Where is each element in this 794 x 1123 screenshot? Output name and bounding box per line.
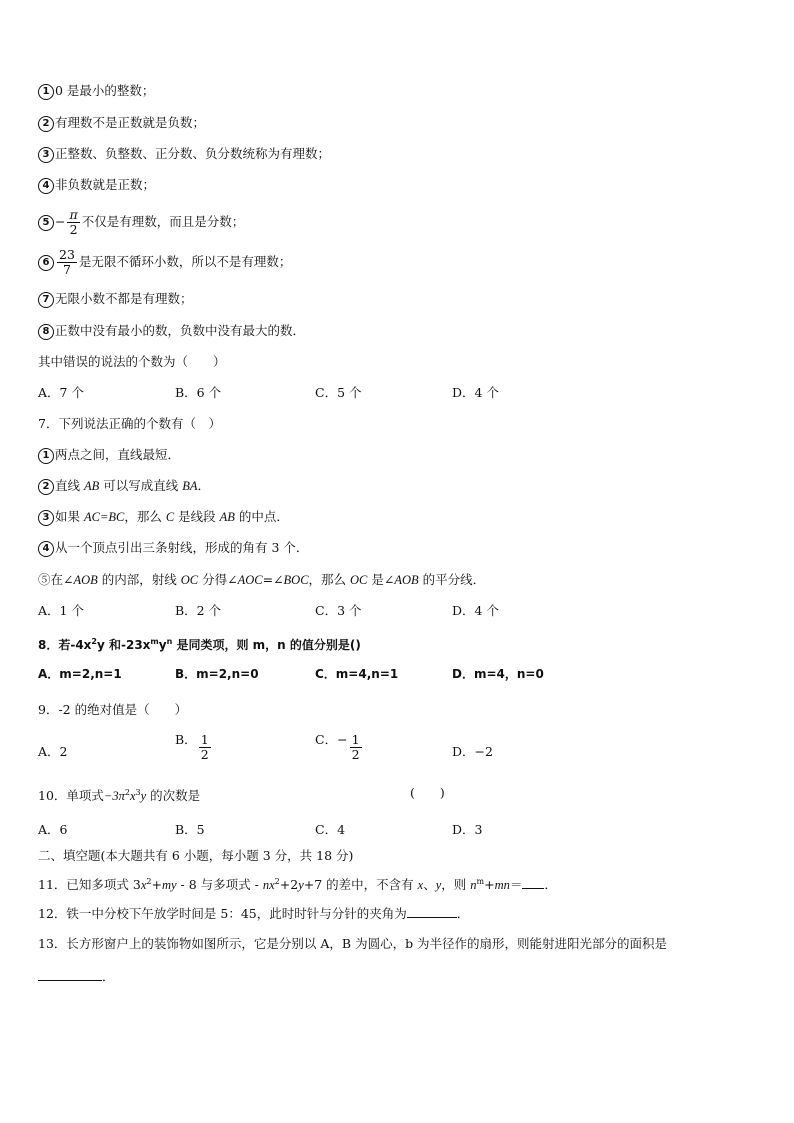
q10-options [38,822,758,842]
minus-sign: − [55,214,66,229]
q6-statement-6 [38,245,291,279]
answer-blank[interactable] [522,876,544,889]
text-fragment: ，那么 [308,572,351,587]
q7-statement-3 [38,509,289,526]
math-var: y [298,878,304,893]
option-c[interactable]: C．4 [315,822,346,837]
statement-text: 正整数、负整数、正分数、负分数统称为有理数； [55,146,331,161]
text-fragment: 的内部，射线 [97,572,181,587]
option-d[interactable]: D．m=4，n=0 [452,667,544,681]
math-var: OC [350,573,368,587]
text-fragment: +2 [279,877,299,893]
math-var: nx [262,878,275,893]
exponent: 2 [124,788,130,797]
exponent: n [166,637,173,646]
q6-statement-4 [38,177,155,194]
math-expr: y [140,789,147,804]
circled-number: 1 [38,448,54,464]
statement-text: 正数中没有最小的数，负数中没有最大的数． [55,323,306,338]
q7-statement-1 [38,447,180,464]
option-b[interactable]: B．5 [175,822,205,837]
option-d[interactable]: D．4 个 [452,603,499,618]
circled-number: 5 [38,215,54,231]
text-fragment: y 和-23x [97,638,151,652]
circled-number: 8 [38,324,54,340]
option-b[interactable] [175,733,213,762]
q6-question: 其中错误的说法的个数为（ ） [38,354,226,369]
text-fragment: 分得∠ [198,572,238,587]
text-fragment: 的中点． [234,509,289,524]
fraction-numerator: 1 [351,732,360,747]
text-fragment: 直线 [55,478,84,493]
text-fragment: +7 的差中，不含有 [303,877,418,893]
text-fragment: 的次数是 [146,788,201,804]
circled-number: 4 [38,541,54,557]
option-a[interactable]: A．2 [38,744,68,759]
fraction [57,248,77,277]
answer-blank[interactable] [407,905,457,918]
math-expr: x [129,789,136,804]
statement-text: 不仅是有理数，而且是分数； [81,214,245,229]
q6-statement-7 [38,291,193,308]
q7-statement-4 [38,540,308,557]
option-label: C． [315,732,338,747]
option-a[interactable]: A．7 个 [38,385,84,400]
text-fragment: 8．若-4x [38,638,92,652]
math-var: my [161,878,177,893]
statement-text: 有理数不是正数就是负数； [55,115,206,130]
option-c[interactable]: C．m=4,n=1 [315,667,399,681]
math-var: AOC [237,573,263,587]
q7-statement-5 [38,572,485,588]
fraction-numerator: 23 [59,247,75,262]
q6-statement-1 [38,83,154,100]
math-var: C [165,510,175,524]
statement-text: 从一个顶点引出三条射线，形成的角有 3 个． [55,540,309,555]
q8-stem [38,634,361,653]
circled-number: 3 [38,147,54,163]
text-fragment: ． [544,877,557,893]
math-var: AB [219,510,235,524]
text-fragment: =∠ [262,572,284,587]
fraction-numerator: π [69,207,78,222]
minus-sign: − [337,732,348,747]
text-fragment: 是∠ [367,572,395,587]
q6-statement-2 [38,115,205,132]
option-a[interactable]: A．m=2,n=1 [38,667,122,681]
q13-stem: 13．长方形窗户上的装饰物如图所示，它是分别以 A，B 为圆心，b 为半径作的扇形，则能射进阳光部分的面积是 [38,936,668,951]
q10-answer-paren: ( ) [410,785,445,800]
math-var: y [435,878,442,893]
text-fragment: ＝ [509,877,523,893]
fraction-denominator: 2 [200,747,209,762]
text-fragment: + [484,877,495,893]
math-var: BOC [283,573,309,587]
text-fragment: - 8 与多项式 - [176,877,263,893]
text-fragment: 、 [423,877,436,893]
option-c[interactable] [315,733,364,762]
math-var: mn [494,878,510,893]
text-fragment: + [151,877,162,893]
statement-text: 两点之间，直线最短． [55,447,181,462]
math-var: AOB [73,573,98,587]
option-label: B． [175,732,197,747]
circled-number: 4 [38,178,54,194]
q10-stem [38,785,200,804]
q9-stem: 9．-2 的绝对值是（ ） [38,702,188,717]
section-heading: 二、填空题(本大题共有 6 小题，每小题 3 分，共 18 分) [38,848,354,863]
circled-number: 2 [38,116,54,132]
text-fragment: 是同类项，则 m，n 的值分别是() [172,638,361,652]
math-var: x [140,878,147,893]
option-d[interactable]: D．3 [452,822,483,837]
text-fragment: 12．铁一中分校下午放学时间是 5：45，此时时针与分针的夹角为 [38,906,407,921]
fraction-denominator: 2 [351,747,360,762]
q6-statement-5 [38,205,244,239]
q6-statement-3 [38,146,330,163]
fraction [199,733,211,762]
math-var: OC [180,573,199,587]
text-fragment: 是线段 [174,509,220,524]
text-fragment: ，则 [441,877,471,893]
q13-answer-line [38,968,115,985]
statement-text: 0 是最小的整数； [55,83,155,98]
circled-number: ⑤ [38,572,51,587]
option-d[interactable]: D．−2 [452,744,493,759]
option-c[interactable]: C．3 个 [315,603,362,618]
option-b[interactable]: B．6 个 [175,385,222,400]
exponent: 2 [274,877,280,886]
exponent: 3 [135,788,141,797]
q6-statement-8 [38,323,305,340]
option-c[interactable]: C．5 个 [315,385,362,400]
text-fragment: 在∠ [50,572,74,587]
text-fragment: 如果 [55,509,84,524]
exponent: 2 [91,637,97,646]
q7-options [38,603,758,623]
math-var: BA [182,479,198,493]
fraction [67,208,79,237]
q9-options [38,733,758,773]
math-var: x [417,878,424,893]
text-fragment: 11．已知多项式 3 [38,877,141,893]
fraction-denominator: 7 [62,262,71,277]
circled-number: 3 [38,510,54,526]
option-b[interactable]: B．m=2,n=0 [175,667,259,681]
text-fragment: 的平分线． [418,572,486,587]
fraction-numerator: 1 [200,732,209,747]
q8-options [38,666,758,686]
text-fragment: 可以写成直线 [99,478,183,493]
text-fragment: y [158,638,167,652]
exponent: 2 [146,877,152,886]
exponent: m [150,637,159,646]
text-fragment: ． [197,478,211,493]
q7-statement-2 [38,478,210,495]
option-d[interactable]: D．4 个 [452,385,499,400]
math-var: AOB [394,573,419,587]
math-var: AB [83,479,100,493]
circled-number: 6 [38,255,54,271]
q6-options [38,385,758,405]
statement-text: 非负数就是正数； [55,177,156,192]
circled-number: 1 [38,84,54,100]
exponent: m [476,877,485,886]
statement-text: 是无限不循环小数，所以不是有理数； [78,254,292,269]
math-var: n [470,878,477,893]
circled-number: 2 [38,479,54,495]
circled-number: 7 [38,292,54,308]
text-fragment: 10．单项式 [38,788,104,804]
text-fragment: ，那么 [124,509,166,524]
math-expr: −3π [103,789,125,804]
math-var: AC=BC [83,510,125,524]
option-a[interactable]: A．6 [38,822,68,837]
option-a[interactable]: A．1 个 [38,603,84,618]
option-b[interactable]: B．2 个 [175,603,222,618]
statement-text: 无限小数不都是有理数； [55,291,193,306]
text-fragment: ． [102,969,115,984]
q7-stem: 7．下列说法正确的个数有（ ） [38,416,221,431]
answer-blank[interactable] [38,968,102,981]
text-fragment: ． [456,906,470,921]
q12-stem [38,905,469,922]
q11-stem [38,874,557,893]
fraction [350,733,362,762]
fraction-denominator: 2 [69,222,78,237]
